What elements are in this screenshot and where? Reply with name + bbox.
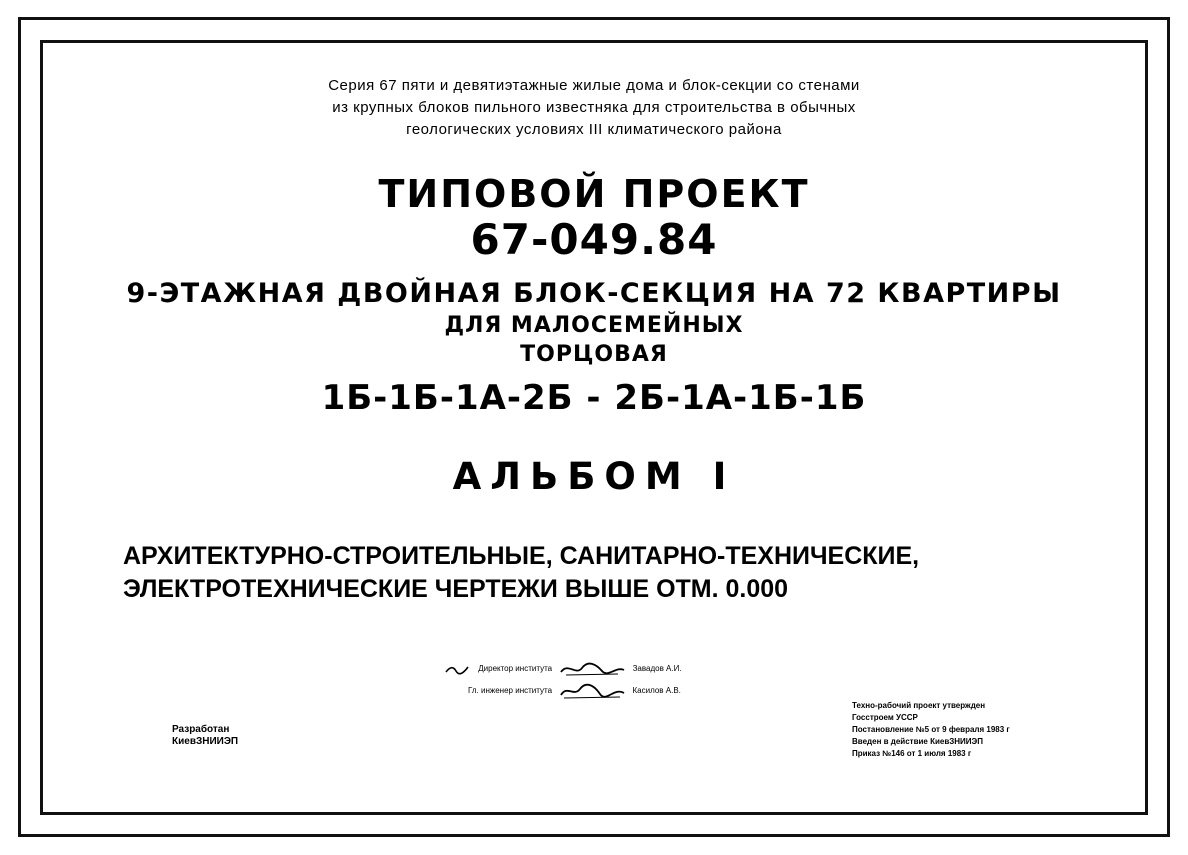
project-subtitle-3: ТОРЦОВАЯ bbox=[520, 342, 668, 367]
series-line-3: геологических условиях III климатического района bbox=[406, 121, 782, 138]
director-name: Завадов А.И. bbox=[632, 664, 682, 673]
approval-line-3: Постановление №5 от 9 февраля 1983 г bbox=[852, 725, 1010, 734]
approval-line-4: Введен в действие КиевЗНИИЭП bbox=[852, 737, 983, 746]
chief-role: Гл. инженер института bbox=[468, 686, 553, 695]
project-number: 67-049.84 bbox=[470, 215, 718, 264]
approval-line-1: Техно-рабочий проект утвержден bbox=[852, 701, 986, 710]
series-line-2: из крупных блоков пильного известняка для строительства в обычных bbox=[332, 99, 856, 116]
developer-label: Разработан bbox=[172, 724, 230, 735]
approval-block bbox=[852, 700, 1010, 760]
series-description bbox=[0, 75, 1188, 141]
contents-line-1: АРХИТЕКТУРНО-СТРОИТЕЛЬНЫЕ, САНИТАРНО-ТЕХНИЧЕСКИЕ, bbox=[123, 542, 920, 570]
project-heading: ТИПОВОЙ ПРОЕКТ bbox=[378, 172, 810, 216]
approval-line-2: Госстроем УССР bbox=[852, 713, 918, 722]
developer-org: КиевЗНИИЭП bbox=[172, 736, 239, 747]
approval-line-5: Приказ №146 от 1 июля 1983 г bbox=[852, 749, 972, 758]
signature-mark-icon bbox=[444, 662, 472, 676]
chief-signature-icon bbox=[558, 682, 626, 700]
project-subtitle-2: ДЛЯ МАЛОСЕМЕЙНЫХ bbox=[444, 313, 744, 338]
series-line-1: Серия 67 пяти и девятиэтажные жилые дома и блок-секции со стенами bbox=[328, 77, 860, 94]
project-subtitle: 9-ЭТАЖНАЯ ДВОЙНАЯ БЛОК-СЕКЦИЯ НА 72 КВАРТИРЫ bbox=[126, 278, 1062, 309]
contents-line-2: ЭЛЕКТРОТЕХНИЧЕСКИЕ ЧЕРТЕЖИ ВЫШЕ ОТМ. 0.000 bbox=[123, 575, 789, 603]
album-contents bbox=[123, 540, 919, 606]
developer-block bbox=[172, 724, 238, 748]
signature-block bbox=[440, 658, 682, 702]
director-signature-row bbox=[440, 658, 682, 680]
chief-name: Касилов А.В. bbox=[632, 686, 681, 695]
section-code: 1Б-1Б-1А-2Б - 2Б-1А-1Б-1Б bbox=[321, 378, 867, 418]
director-role: Директор института bbox=[478, 664, 553, 673]
album-title: АЛЬБОМ I bbox=[452, 455, 736, 498]
director-signature-icon bbox=[558, 660, 626, 678]
chief-signature-row bbox=[468, 680, 682, 702]
